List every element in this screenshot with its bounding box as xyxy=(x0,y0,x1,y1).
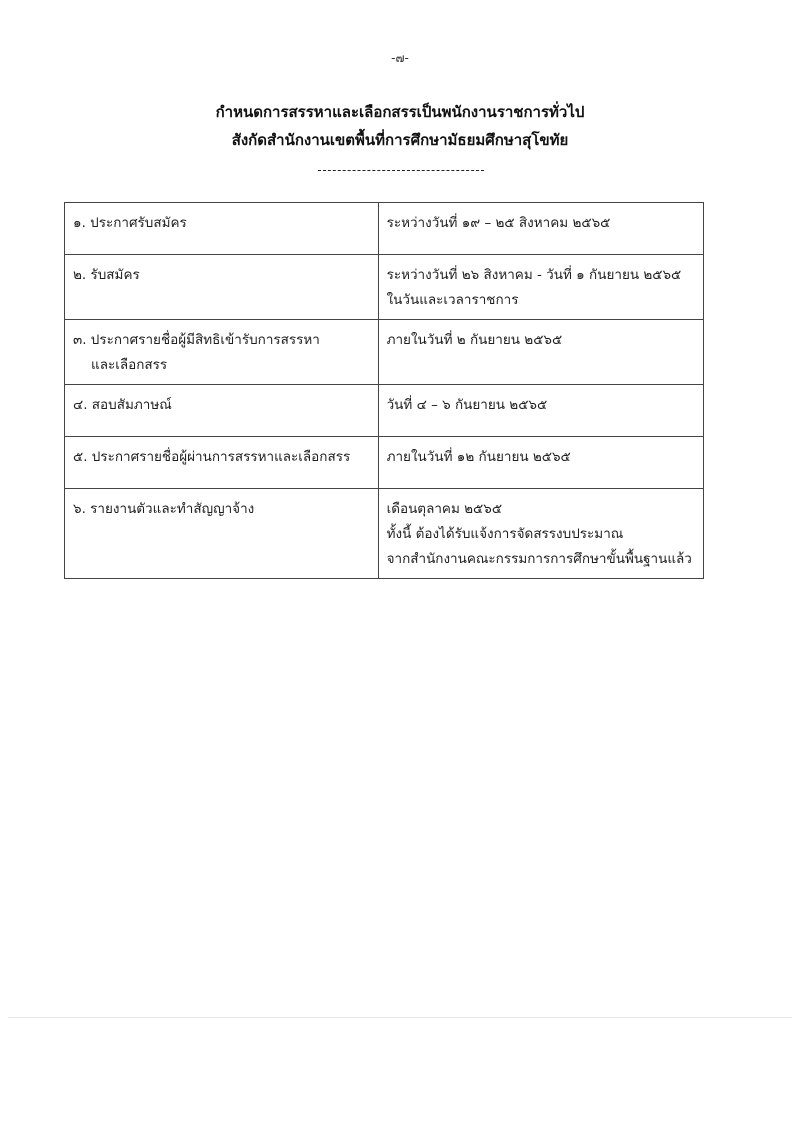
date-text: ระหว่างวันที่ ๒๖ สิงหาคม - วันที่ ๑ กันยายน ๒๕๖๕ xyxy=(386,267,682,283)
table-row xyxy=(65,203,704,255)
table-row xyxy=(65,437,704,489)
date-cell xyxy=(378,320,703,385)
date-cell xyxy=(378,255,703,320)
step-cell xyxy=(65,255,379,320)
table-row xyxy=(65,489,704,579)
step-cell xyxy=(65,203,379,255)
date-note: ในวันและเวลาราชการ xyxy=(386,292,519,308)
step-label: ๔. สอบสัมภาษณ์ xyxy=(73,397,172,413)
step-cell xyxy=(65,489,379,579)
date-text: ภายในวันที่ ๒ กันยายน ๒๕๖๕ xyxy=(386,332,563,348)
date-text: วันที่ ๔ – ๖ กันยายน ๒๕๖๕ xyxy=(386,397,548,413)
document-title: กำหนดการสรรหาและเลือกสรรเป็นพนักงานราชการทั่วไป xyxy=(215,103,585,121)
date-cell xyxy=(378,437,703,489)
date-cell xyxy=(378,489,703,579)
table-row xyxy=(65,255,704,320)
step-label: ๒. รับสมัคร xyxy=(73,267,140,283)
step-label: ๑. ประกาศรับสมัคร xyxy=(73,215,187,231)
date-cell xyxy=(378,385,703,437)
step-label: ๓. ประกาศรายชื่อผู้มีสิทธิเข้ารับการสรรหา xyxy=(73,332,320,348)
page-number: -๗- xyxy=(391,51,409,65)
table-row xyxy=(65,320,704,385)
document-subtitle: สังกัดสำนักงานเขตพื้นที่การศึกษามัธยมศึกษาสุโขทัย xyxy=(231,131,569,149)
step-cell xyxy=(65,385,379,437)
date-text: เดือนตุลาคม ๒๕๖๕ xyxy=(386,501,503,517)
date-note: ทั้งนี้ ต้องได้รับแจ้งการจัดสรรงบประมาณ xyxy=(386,526,624,542)
date-note-continued: จากสำนักงานคณะกรรมการการศึกษาขั้นพื้นฐานแล้ว xyxy=(386,551,692,567)
step-label: ๖. รายงานตัวและทำสัญญาจ้าง xyxy=(73,501,255,517)
schedule-table xyxy=(64,202,704,579)
step-label-continued: และเลือกสรร xyxy=(91,357,168,373)
scan-edge-line xyxy=(8,1017,792,1018)
step-cell xyxy=(65,320,379,385)
date-cell xyxy=(378,203,703,255)
date-text: ระหว่างวันที่ ๑๙ – ๒๕ สิงหาคม ๒๕๖๕ xyxy=(386,215,611,231)
step-cell xyxy=(65,437,379,489)
table-row xyxy=(65,385,704,437)
date-text: ภายในวันที่ ๑๒ กันยายน ๒๕๖๕ xyxy=(386,449,571,465)
title-separator xyxy=(318,170,484,171)
step-label: ๕. ประกาศรายชื่อผู้ผ่านการสรรหาและเลือกสรร xyxy=(73,449,351,465)
